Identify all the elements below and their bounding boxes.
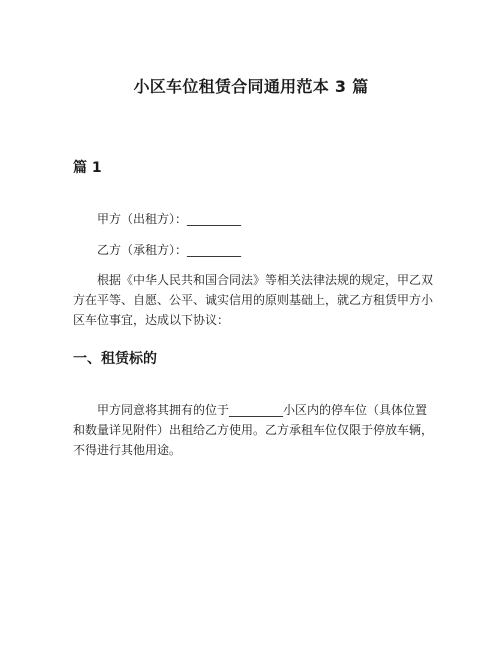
party-b-line: 乙方（承租方）：_________ bbox=[97, 243, 242, 257]
part-heading: 篇 1 bbox=[73, 160, 102, 176]
section-heading-lease-subject: 一、租赁标的 bbox=[73, 351, 157, 367]
lease-subject-paragraph: 甲方同意将其拥有的位于_________小区内的停车位（具体位置和数量详见附件）出租给乙方使用。乙方承租车位仅限于停放车辆，不得进行其他用途。 bbox=[73, 403, 434, 457]
intro-paragraph: 根据《中华人民共和国合同法》等相关法律法规的规定，甲乙双方在平等、自愿、公平、诚实信用的原则基础上，就乙方租赁甲方小区车位事宜，达成以下协议： bbox=[73, 273, 434, 327]
party-a-line: 甲方（出租方）：_________ bbox=[97, 212, 242, 226]
document-title: 小区车位租赁合同通用范本 3 篇 bbox=[133, 77, 369, 96]
